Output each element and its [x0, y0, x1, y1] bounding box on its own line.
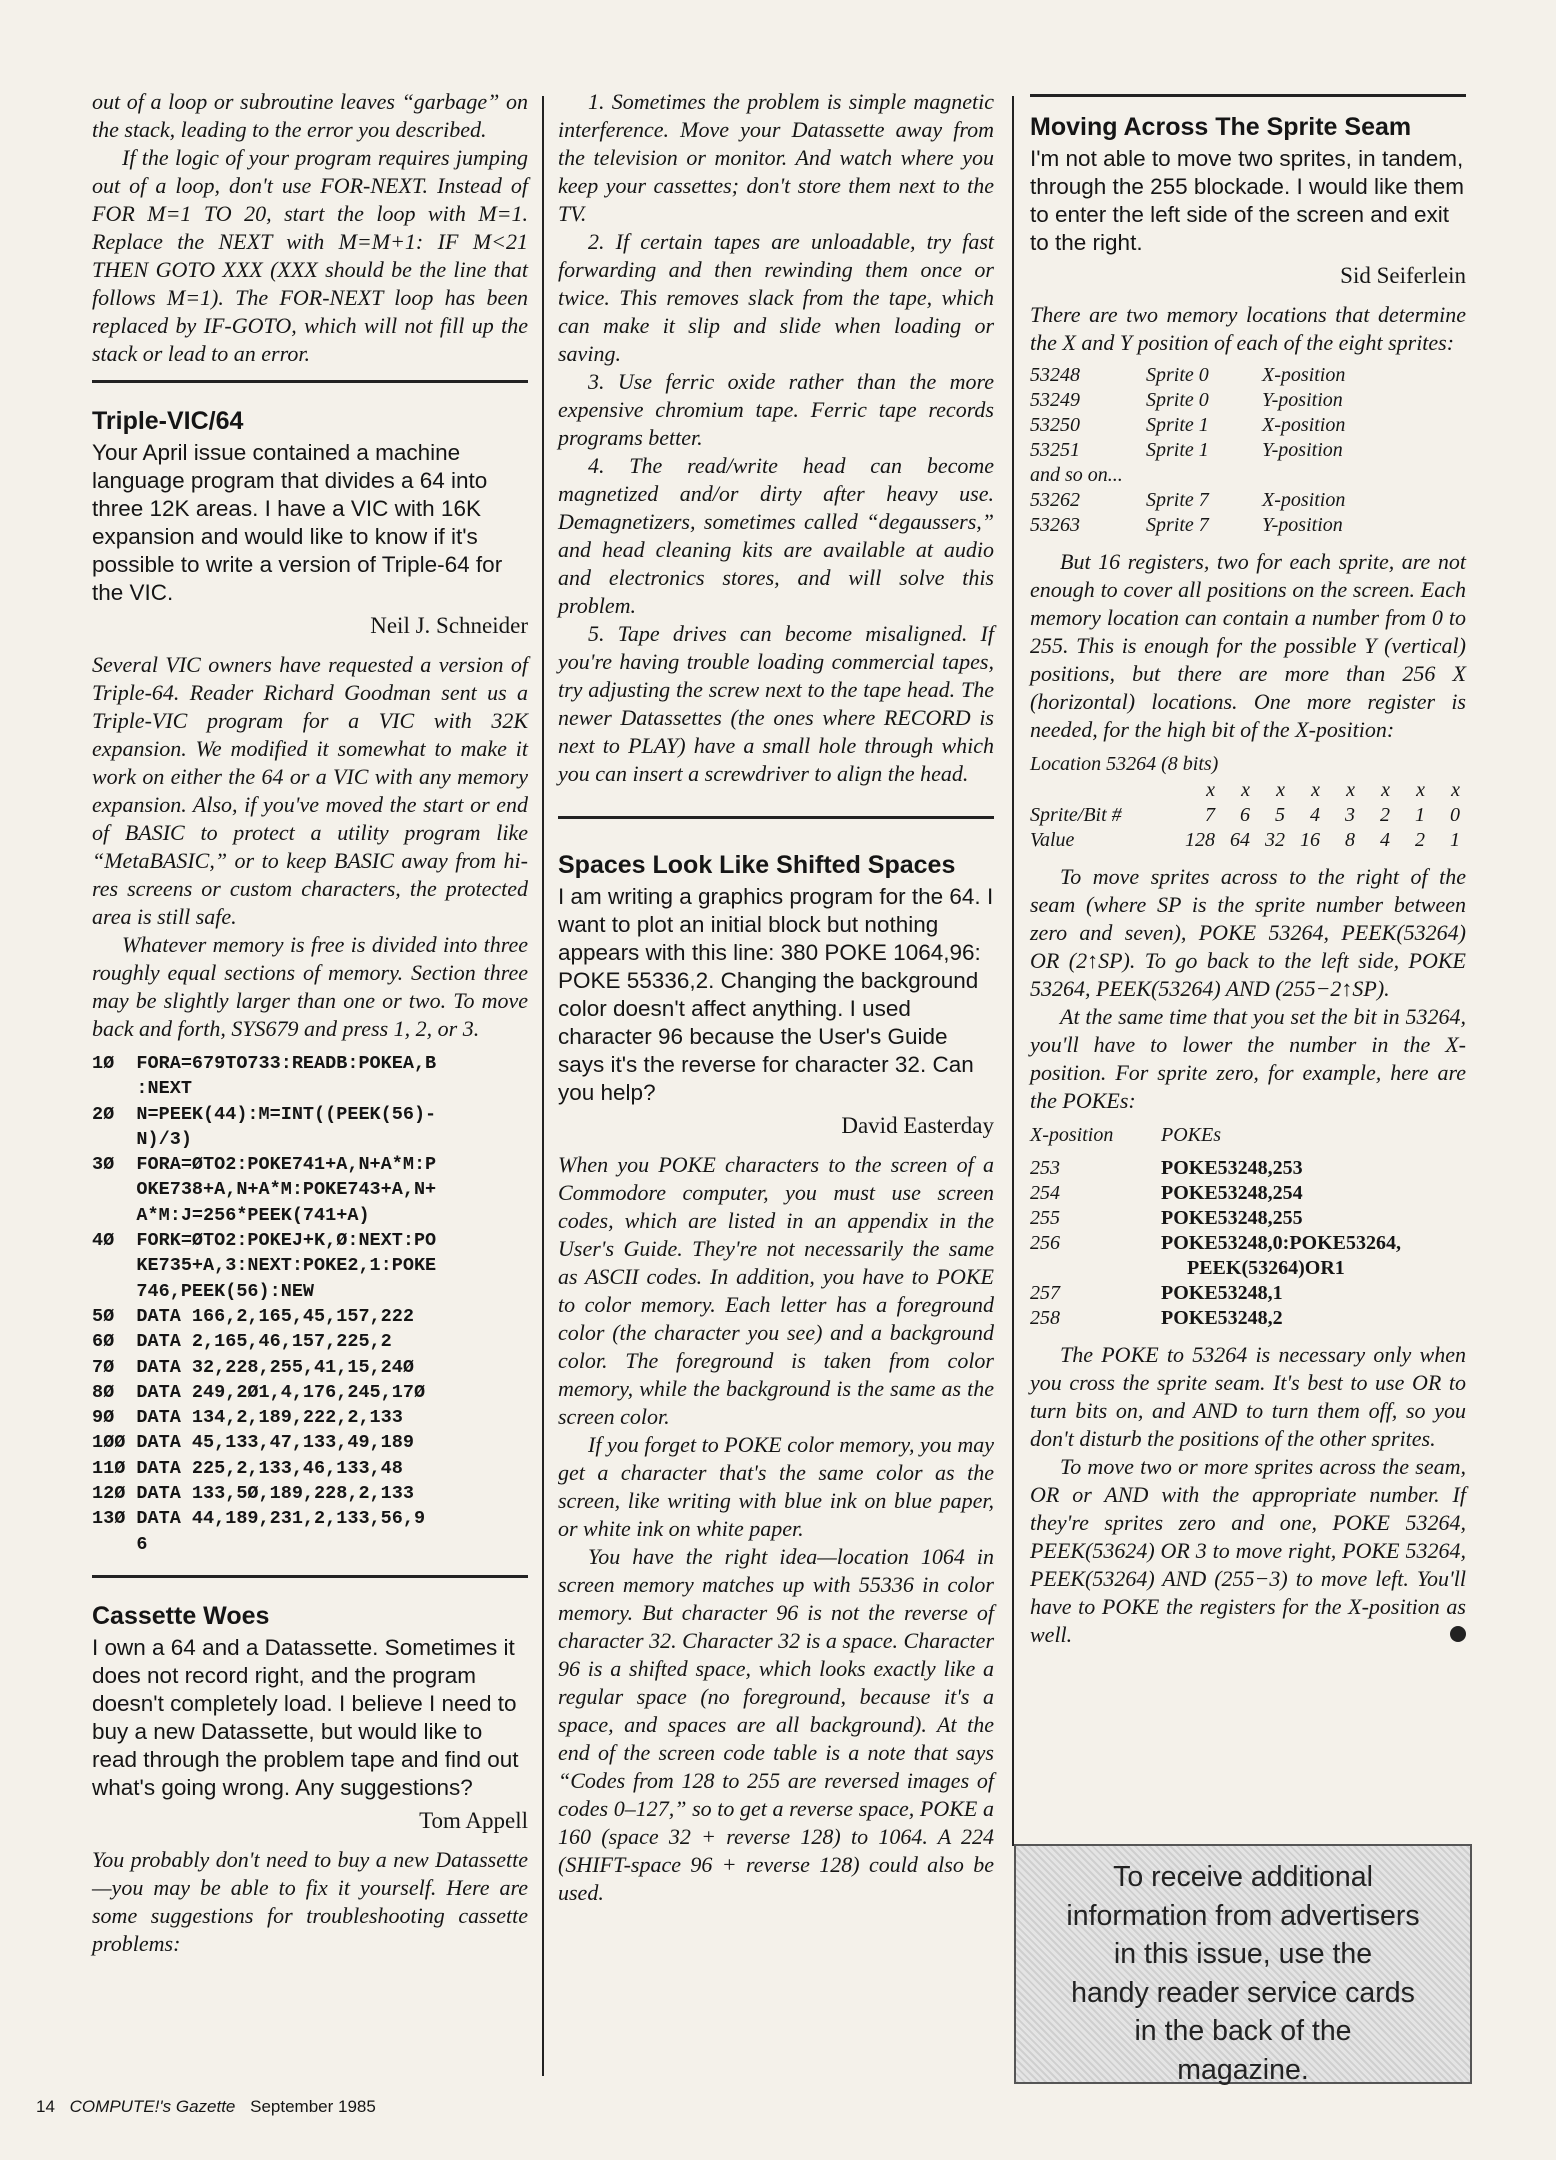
spaces-answer: When you POKE characters to the screen of a Commodore computer, you must use screen codes, which are listed in an appendix in the User's Guide. They're not necessarily the same as ASCII codes. In addition, you have to POKE to color memory. Each letter has a foreground color (the character you see) and a background color. The foreground is taken from color memory, while the background is the same as the screen color. — [558, 1152, 994, 1429]
reader-service-box: To receive additional information from advertisers in this issue, use the handy reader service cards in the back of the magazine. — [1014, 1844, 1472, 2084]
table-row: 257 POKE53248,1 — [1030, 1282, 1283, 1304]
spaces-letter: I am writing a graphics program for the 64. I want to plot an initial block but nothing appears with this line: 380 POKE 1064,96: POKE 55336,2. Changing the background color doesn't affect anything. I used character 96 because the User's Guide says it's the reverse for character 32. Can you help? — [558, 884, 994, 1105]
spaces-answer-2: If you forget to POKE color memory, you may get a character that's the same color as the screen, like writing with blue ink on blue paper, or white ink on white paper. — [558, 1432, 994, 1541]
cassette-tip: 1. Sometimes the problem is simple magnetic interference. Move your Datassette away from the television or monitor. And watch where you keep your cassettes; don't store them next to the TV. — [558, 89, 994, 226]
cassette-tip: 2. If certain tapes are unloadable, try fast forwarding and then rewinding them once or twice. This removes slack from the tape, which can make it slip and slide when loading or saving. — [558, 229, 994, 366]
cassette-signature: Tom Appell — [419, 1807, 528, 1833]
sprite-register-table — [1030, 363, 1345, 538]
table-row: and so on... — [1030, 464, 1123, 486]
for-next-answer: If the logic of your program requires jumping out of a loop, don't use FOR-NEXT. Instead of FOR M=1 TO 20, start the loop with M=1. Replace the NEXT with M=M+1: IF M<21 THEN GOTO XXX (XXX should be the line that follows M=1). The FOR-NEXT loop has been replaced by IF-GOTO, which will not fill up the stack or lead to an error. — [92, 145, 528, 366]
sprite-seam-answer-5: The POKE to 53264 is necessary only when you cross the sprite seam. It's best to use OR to turn bits on, and AND to turn them off, so you don't disturb the positions of the other sprites. — [1030, 1342, 1466, 1451]
poke-table — [1030, 1123, 1466, 1331]
compute-logo-icon — [1450, 1626, 1466, 1642]
issue-date: September 1985 — [250, 2097, 376, 2116]
cassette-tip: 5. Tape drives can become misaligned. If you're having trouble loading commercial tapes, try adjusting the screw next to the tape head. The newer Datassettes (the ones where RECORD is next to PLAY) have a small hole through which you can insert a screwdriver to align the head. — [558, 621, 994, 786]
section-divider — [92, 1575, 528, 1578]
section-divider — [92, 380, 528, 383]
page-number: 14 — [36, 2097, 55, 2116]
triple-vic-signature: Neil J. Schneider — [370, 613, 528, 638]
sprite-seam-heading: Moving Across The Sprite Seam — [1030, 113, 1412, 141]
bits-caption: Location 53264 (8 bits) — [1030, 753, 1219, 775]
triple-vic-answer-2: Whatever memory is free is divided into three roughly equal sections of memory. Section three may be slightly larger than one or two. To move back and forth, SYS679 and press 1, 2, or 3. — [92, 932, 528, 1041]
sprite-seam-signature: Sid Seiferlein — [1340, 263, 1466, 288]
table-row: 254 POKE53248,254 — [1030, 1182, 1303, 1204]
table-row: 53262 Sprite 7 X-position — [1030, 489, 1346, 511]
table-row: X-position POKEs — [1030, 1124, 1221, 1146]
sprite-seam-answer-3: To move sprites across to the right of the seam (where SP is the sprite number between zero and seven), POKE 53264, PEEK(53264) OR (2↑SP). To go back to the left side, POKE 53264, PEEK(53264) AND (255−2↑SP). — [1030, 864, 1466, 1001]
end-mark — [1030, 1625, 1466, 1643]
cassette-tip: 4. The read/write head can become magnetized and/or dirty after heavy use. Demagnetizers, sometimes called “degaussers,” and head cleaning kits are available at audio and electronics stores, and will solve this problem. — [558, 453, 994, 618]
sprite-seam-letter: I'm not able to move two sprites, in tandem, through the 255 blockade. I would like them to enter the left side of the screen and exit to the right. — [1030, 146, 1465, 255]
table-row: 255 POKE53248,255 — [1030, 1207, 1303, 1229]
column-3 — [1030, 88, 1466, 1647]
table-row: 256 POKE53248,0:POKE53264, PEEK(53264)OR1 — [1030, 1232, 1401, 1279]
table-row: x x x x x x x x — [1206, 779, 1460, 801]
triple-vic-listing: 1Ø FORA=679TO733:READB:POKEA,B :NEXT 2Ø N=PEEK(44):M=INT((PEEK(56)- N)/3) 3Ø FORA=ØTO2:POKE741+A,N+A*M:P OKE738+A,N+A*M:POKE743+A,N+ A*M:J=256*PEEK(741+A) 4Ø FORK=ØTO2:POKEJ+K,Ø:NEXT:PO KE735+A,3:NEXT:POKE2,1:POKE 746,PEEK(56):NEW 5Ø DATA 166,2,165,45,157,222 6Ø DATA 2,165,46,157,225,2 7Ø DATA 32,228,255,41,15,24Ø 8Ø DATA 249,2Ø1,4,176,245,17Ø 9Ø DATA 134,2,189,222,2,133 1ØØ DATA 45,133,47,133,49,189 11Ø DATA 225,2,133,46,133,48 12Ø DATA 133,5Ø,189,228,2,133 13Ø DATA 44,189,231,2,133,56,9 6 — [92, 1053, 437, 1555]
table-row: 53248 Sprite 0 X-position — [1030, 364, 1346, 386]
triple-vic-heading: Triple-VIC/64 — [92, 407, 244, 435]
page-footer — [36, 2097, 386, 2117]
cassette-letter: I own a 64 and a Datassette. Sometimes it does not record right, and the program doesn't completely load. I believe I need to buy a new Datassette, but would like to read through the problem tape and find out what's going wrong. Any suggestions? — [92, 1634, 519, 1800]
column-1 — [92, 88, 528, 1958]
magazine-name: COMPUTE!'s Gazette — [69, 2097, 236, 2116]
spaces-signature: David Easterday — [841, 1113, 994, 1138]
column-rule-1 — [542, 96, 544, 2076]
triple-vic-letter: Your April issue contained a machine language program that divides a 64 into three 12K areas. I have a VIC with 16K expansion and would like to know if it's possible to write a version of Triple-64 for the VIC. — [92, 440, 503, 605]
sprite-seam-answer-4: At the same time that you set the bit in 53264, you'll have to lower the number in the X-position. For sprite zero, for example, here are the POKEs: — [1030, 1004, 1466, 1113]
spaces-answer-3: You have the right idea—location 1064 in screen memory matches up with 55336 in color memory. But character 96 is not the reverse of character 32. Character 32 is a space. Character 96 is a shifted space, which looks exactly like a regular space (no foreground, because it's a space, and spaces are all background). At the end of the screen code table is a note that says “Codes from 128 to 255 are reversed images of codes 0–127,” so to get a reverse space, POKE a 160 (space 32 + reverse 128) to 1064. A 224 (SHIFT-space 96 + reverse 128) could also be used. — [558, 1544, 994, 1905]
column-rule-2 — [1012, 96, 1014, 1846]
table-row: 258 POKE53248,2 — [1030, 1307, 1283, 1329]
column-2 — [558, 88, 994, 1907]
table-row: 253 POKE53248,253 — [1030, 1157, 1303, 1179]
table-row: 53263 Sprite 7 Y-position — [1030, 514, 1343, 536]
triple-vic-answer: Several VIC owners have requested a version of Triple-64. Reader Richard Goodman sent us a Triple-VIC program for a VIC with 32K expansion. We modified it somewhat to make it work on either the 64 or a VIC with any memory expansion. Also, if you've moved the start or end of BASIC to protect a utility program like “MetaBASIC,” or to keep BASIC away from hi-res screens or custom characters, the protected area is still safe. — [92, 652, 528, 929]
bit-table — [1030, 778, 1460, 853]
table-row: 53249 Sprite 0 Y-position — [1030, 389, 1343, 411]
spaces-heading: Spaces Look Like Shifted Spaces — [558, 851, 956, 879]
continued-answer: out of a loop or subroutine leaves “garbage” on the stack, leading to the error you described. — [92, 89, 528, 142]
table-row: 53250 Sprite 1 X-position — [1030, 414, 1346, 436]
table-row: Value 128 64 32 16 8 4 2 1 — [1030, 829, 1460, 851]
cassette-heading: Cassette Woes — [92, 1601, 270, 1630]
cassette-tip: 3. Use ferric oxide rather than the more expensive chromium tape. Ferric tape records programs better. — [558, 369, 994, 450]
sprite-seam-answer-6: To move two or more sprites across the seam, OR or AND with the appropriate number. If they're sprites zero and one, POKE 53264, PEEK(53624) OR 3 to move right, POKE 53264, PEEK(53264) AND (255−3) to move left. You'll have to POKE the registers for the X-position as well. — [1030, 1454, 1466, 1647]
table-row: 53251 Sprite 1 Y-position — [1030, 439, 1343, 461]
sprite-seam-answer-2: But 16 registers, two for each sprite, are not enough to cover all positions on the screen. Each memory location can contain a number from 0 to 255. This is enough for the possible Y (vertical) positions, but there are more than 256 X (horizontal) locations. One more register is needed, for the high bit of the X-position: — [1030, 549, 1466, 742]
section-divider — [558, 816, 994, 819]
sprite-seam-answer: There are two memory locations that determine the X and Y position of each of the eight sprites: — [1030, 302, 1466, 355]
section-divider — [1030, 94, 1466, 97]
cassette-answer: You probably don't need to buy a new Datassette—you may be able to fix it yourself. Here are some suggestions for troubleshooting cassette problems: — [92, 1846, 528, 1956]
table-row: Sprite/Bit # 7 6 5 4 3 2 1 0 — [1030, 804, 1460, 826]
